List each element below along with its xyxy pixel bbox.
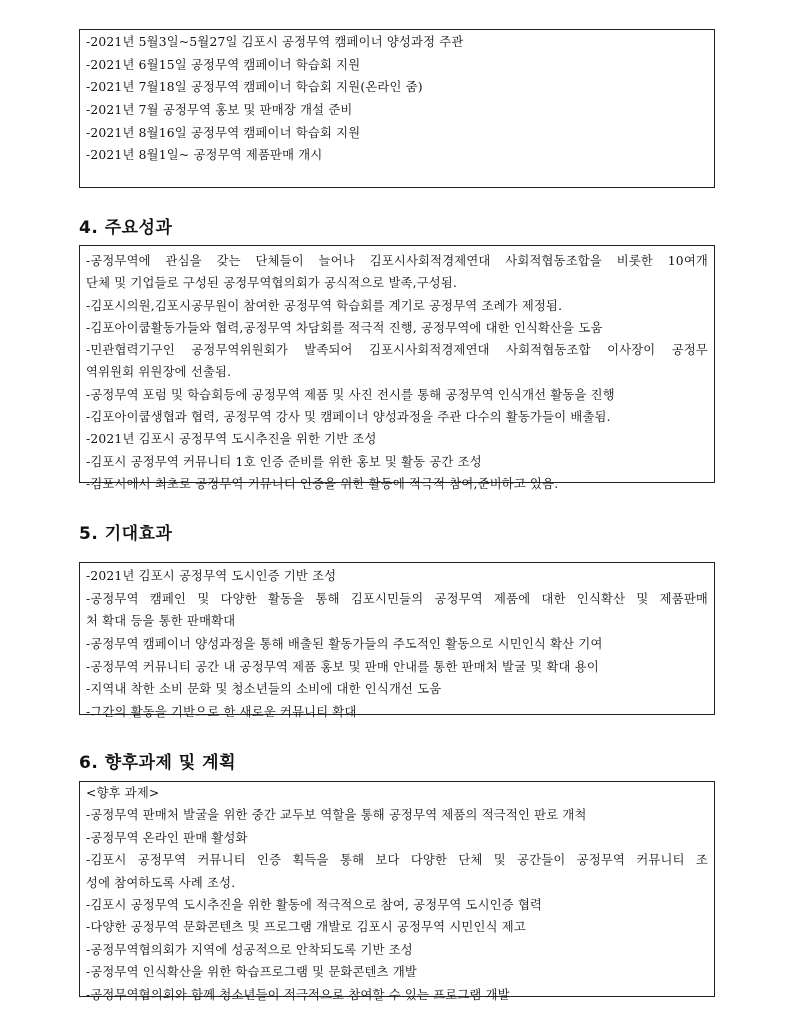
effects-line: -공정무역 커뮤니티 공간 내 공정무역 제품 홍보 및 판매 안내를 통한 판매처 발굴 및 확대 용이 — [86, 659, 599, 674]
timeline-line: -2021년 6월15일 공정무역 캠페이너 학습회 지원 — [86, 57, 361, 72]
achievements-line: 단체 및 기업들로 구성된 공정무역협의회가 공식적으로 발족,구성됨. — [86, 276, 458, 291]
plans-box — [79, 781, 715, 1002]
achievements-line: -김포아이쿱활동가들와 협력,공정무역 차담회를 적극적 진행, 공정무역에 대한 인식확산을 도움 — [86, 320, 603, 335]
achievements-line: -2021년 김포시 공정무역 도시추진을 위한 기반 조성 — [86, 432, 377, 447]
plans-line: -공정무역 인식확산을 위한 학습프로그램 및 문화콘텐츠 개발 — [86, 965, 417, 980]
plans-line: -공정무역 판매처 발굴을 위한 중간 교두보 역할을 통해 공정무역 제품의 적극적인 판로 개척 — [86, 808, 587, 823]
plans-line: -김포시 공정무역 도시추진을 위한 활동에 적극적으로 참여, 공정무역 도시인증 협력 — [86, 897, 543, 912]
achievements-line: -김포시 공정무역 커뮤니티 1호 인증 준비를 위한 홍보 및 활동 공간 조성 — [86, 454, 482, 469]
timeline-line: -2021년 7월18일 공정무역 캠페이너 학습회 지원(온라인 줌) — [86, 80, 423, 95]
section-heading-effects: 5. 기대효과 — [79, 524, 173, 544]
plans-line: -공정무역 온라인 판매 활성화 — [86, 830, 248, 845]
achievements-line: -김포아이쿱생협과 협력, 공정무역 강사 및 캠페이너 양성과정을 주관 다수의 활동가들이 배출됨. — [86, 410, 611, 425]
achievements-line: -공정무역에 관심을 갖는 단체들이 늘어나 김포시사회적경제연대 사회적협동조합을 비롯한 10여개 — [86, 254, 708, 268]
achievements-line: -공정무역 포럼 및 학습회등에 공정무역 제품 및 사진 전시를 통해 공정무역 인식개선 활동을 진행 — [86, 387, 615, 402]
plans-line: -김포시 공정무역 커뮤니티 인증 획득을 통해 보다 다양한 단체 및 공간들이 공정무역 커뮤니티 조 — [86, 853, 708, 868]
timeline-line: -2021년 7월 공정무역 홍보 및 판매장 개설 준비 — [86, 103, 353, 118]
effects-line: -공정무역 캠페이너 양성과정을 통해 배출된 활동가들의 주도적인 활동으로 시민인식 확산 기여 — [86, 637, 603, 652]
timeline-line: -2021년 5월3일~5월27일 김포시 공정무역 캠페이너 양성과정 주관 — [86, 35, 464, 49]
effects-box — [79, 562, 715, 720]
achievements-line: -김포시에서 최초로 공정무역 커뮤니티 인증을 위한 활동에 적극적 참여,준비하고 있음. — [86, 476, 559, 491]
achievements-line: -김포시의원,김포시공무원이 참여한 공정무역 학습회를 계기로 공정무역 조례가 제정됨. — [86, 298, 563, 313]
timeline-box — [79, 29, 715, 188]
timeline-line: -2021년 8월16일 공정무역 캠페이너 학습회 지원 — [86, 125, 361, 140]
effects-line: -그간의 활동을 기반으로 한 새로운 커뮤니티 확대 — [86, 705, 357, 720]
plans-subheading: <향후 과제> — [86, 786, 160, 800]
achievements-line: 역위원회 위원장에 선출됨. — [86, 365, 232, 380]
section-heading-achievements: 4. 주요성과 — [79, 218, 173, 238]
plans-line: 성에 참여하도록 사례 조성. — [86, 875, 236, 890]
section-heading-plans: 6. 향후과제 및 계획 — [79, 753, 236, 773]
effects-line: 처 확대 등을 통한 판매확대 — [86, 614, 236, 629]
effects-line: -공정무역 캠페인 및 다양한 활동을 통해 김포시민들의 공정무역 제품에 대한 인식확산 및 제품판매 — [86, 591, 708, 606]
achievements-line: -민관협력기구인 공정무역위원회가 발족되어 김포시사회적경제연대 사회적협동조합 이사장이 공정무 — [86, 343, 708, 358]
achievements-box — [79, 245, 715, 491]
effects-line: -지역내 착한 소비 문화 및 청소년들의 소비에 대한 인식개선 도움 — [86, 682, 442, 697]
timeline-line: -2021년 8월1일~ 공정무역 제품판매 개시 — [86, 148, 323, 163]
plans-line: -공정무역협의회와 함께 청소년들이 적극적으로 참여할 수 있는 프로그램 개발 — [86, 987, 510, 1002]
plans-line: -다양한 공정무역 문화콘텐츠 및 프로그램 개발로 김포시 공정무역 시민인식 제고 — [86, 920, 526, 935]
effects-line: -2021년 김포시 공정무역 도시인증 기반 조성 — [86, 569, 337, 583]
plans-line: -공정무역협의회가 지역에 성공적으로 안착되도록 기반 조성 — [86, 942, 413, 957]
